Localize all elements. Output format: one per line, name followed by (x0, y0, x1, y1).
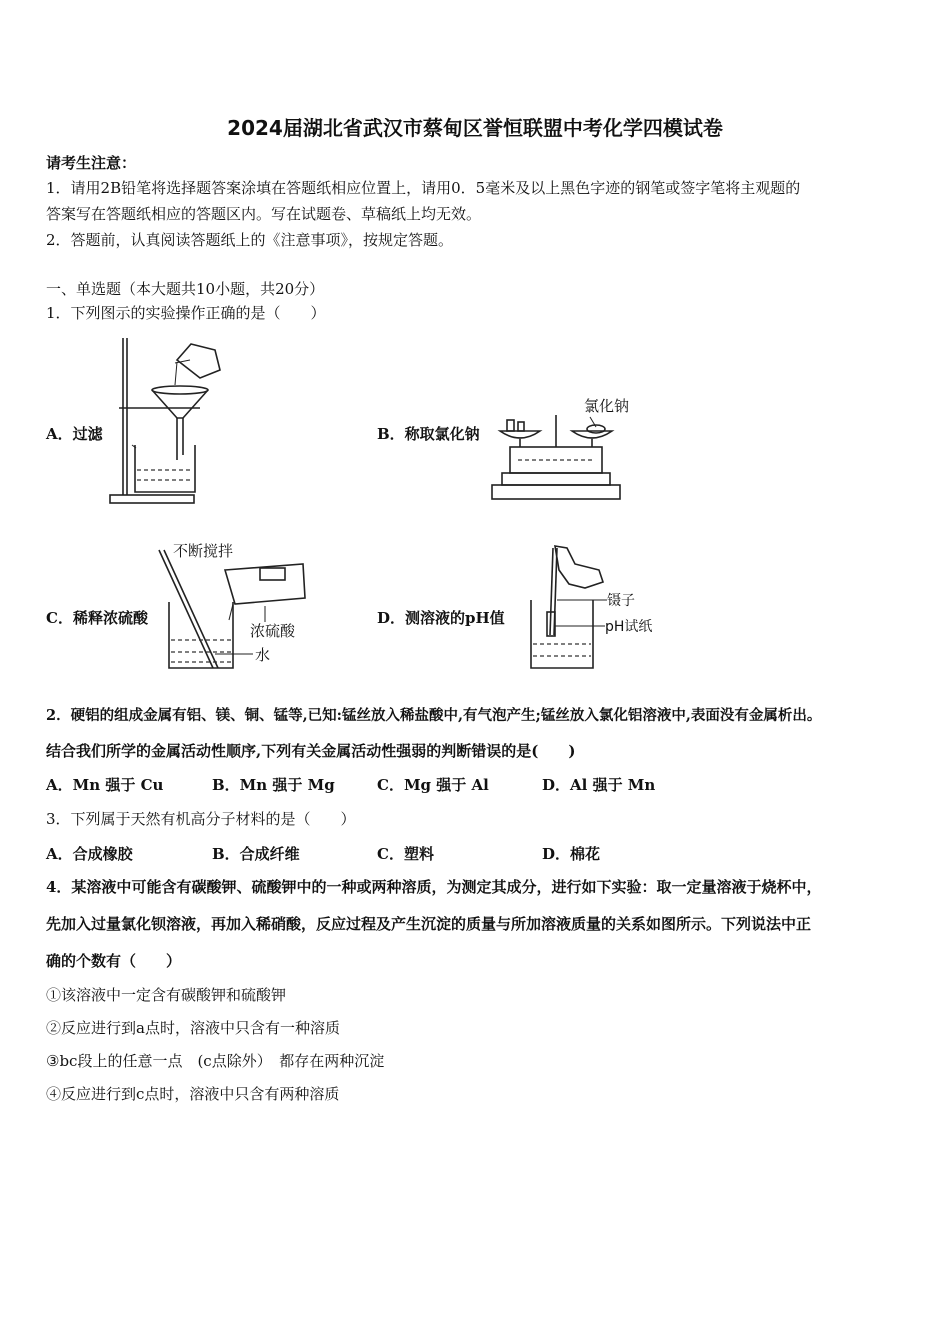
exam-title: 2024届湖北省武汉市蔡甸区誉恒联盟中考化学四模试卷 (227, 116, 723, 140)
q3-option-c: C．塑料 (377, 845, 434, 863)
q4-stem-a: 4．某溶液中可能含有碳酸钾、硫酸钾中的一种或两种溶质，为测定其成分，进行如下实验：取一定量溶液于烧杯中， (46, 878, 822, 896)
q4-statement-4: ④反应进行到c点时，溶液中只含有两种溶质 (46, 1085, 340, 1103)
figure-balance (490, 395, 640, 510)
q4-statement-1: ①该溶液中一定含有碳酸钾和硫酸钾 (46, 986, 287, 1004)
q2-stem-b: 结合我们所学的金属活动性顺序,下列有关金属活动性强弱的判断错误的是( ) (46, 742, 576, 760)
q4-stem-c: 确的个数有（ ） (46, 952, 182, 970)
balance-label-nacl: 氯化钠 (584, 397, 630, 415)
q3-stem: 3．下列属于天然有机高分子材料的是（ ） (46, 810, 356, 828)
q3-option-d: D．棉花 (542, 845, 601, 863)
q3-option-a: A．合成橡胶 (46, 845, 133, 863)
q1-stem: 1．下列图示的实验操作正确的是（ ） (46, 304, 326, 322)
notice-line-1a: 1．请用2B铅笔将选择题答案涂填在答题纸相应位置上，请用0．5毫米及以上黑色字迹的钢笔或签字笔将主观题的 (46, 179, 801, 197)
q2-option-a: A．Mn 强于 Cu (46, 776, 164, 794)
q4-stem-b: 先加入过量氯化钡溶液，再加入稀硝酸，反应过程及产生沉淀的质量与所加溶液质量的关系如图所示。下列说法中正 (46, 915, 812, 933)
figure-ph-test (525, 540, 665, 675)
notice-line-2: 2．答题前，认真阅读答题纸上的《注意事项》，按规定答题。 (46, 231, 454, 249)
q1-option-c: C．稀释浓硫酸 (46, 609, 148, 627)
q1-option-a: A．过滤 (46, 425, 103, 443)
label-stir: 不断搅拌 (173, 542, 234, 560)
label-ph-paper: pH试纸 (605, 619, 653, 635)
q2-stem-a: 2．硬铝的组成金属有铝、镁、铜、锰等,已知:锰丝放入稀盐酸中,有气泡产生;锰丝放入氯化铝溶液中,表面没有金属析出。 (46, 707, 822, 724)
q4-statement-3: ③bc段上的任意一点 (c点除外） 都存在两种沉淀 (46, 1052, 385, 1070)
q2-option-b: B．Mn 强于 Mg (212, 776, 335, 794)
q1-option-b: B．称取氯化钠 (377, 425, 480, 443)
label-water: 水 (255, 646, 271, 664)
notice-line-1b: 答案写在答题纸相应的答题区内。写在试题卷、草稿纸上均无效。 (46, 205, 482, 223)
q3-option-b: B．合成纤维 (212, 845, 300, 863)
notice-heading: 请考生注意： (46, 154, 137, 172)
q2-option-c: C．Mg 强于 Al (377, 776, 489, 794)
q2-option-d: D．Al 强于 Mn (542, 776, 656, 794)
figure-filtration (105, 330, 225, 510)
label-tweezers: 镊子 (607, 593, 635, 609)
label-conc-acid: 浓硫酸 (250, 622, 296, 640)
figure-dilution (155, 540, 315, 675)
q4-statement-2: ②反应进行到a点时，溶液中只含有一种溶质 (46, 1019, 340, 1037)
section-heading: 一、单选题（本大题共10小题，共20分） (46, 280, 325, 298)
q1-option-d: D．测溶液的pH值 (377, 609, 505, 627)
